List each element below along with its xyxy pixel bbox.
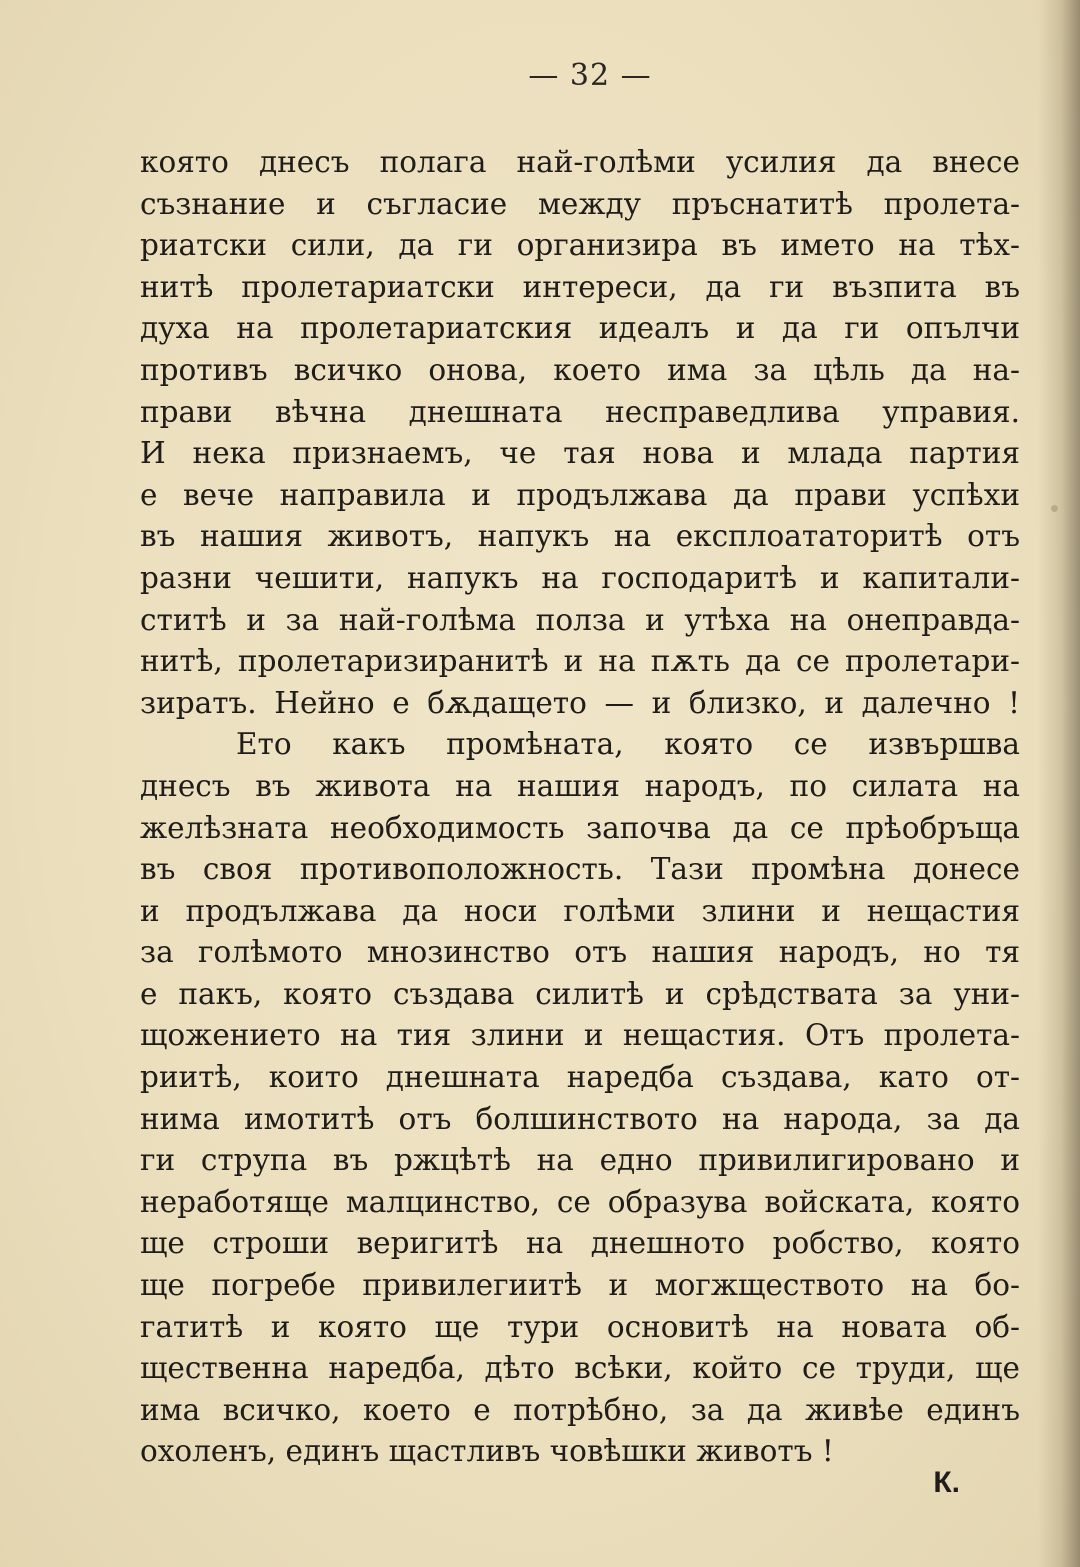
text-line: нитѣ, пролетаризиранитѣ и на пѫть да се пролетари-	[140, 644, 1020, 679]
text-line: неработяще малцинство, се образува войската, която	[140, 1184, 1020, 1219]
text-line: щественна наредба, дѣто всѣки, който се труди, ще	[140, 1351, 1020, 1386]
page-edge-shadow	[1038, 0, 1080, 1567]
text-line: гатитѣ и която ще тури основитѣ на новата об-	[140, 1309, 1020, 1344]
text-line: въ своя противоположность. Тази промѣна донесе	[140, 852, 1020, 887]
page-number: — 32 —	[528, 58, 652, 93]
text-line: за голѣмото мнозинство отъ нашия народъ, но тя	[140, 935, 1020, 970]
text-line: съзнание и съгласие между пръснатитѣ пролета-	[140, 186, 1020, 221]
text-line: нима имотитѣ отъ болшинството на народа, за да	[140, 1101, 1020, 1136]
text-line: разни чешити, напукъ на господаритѣ и капитали-	[140, 560, 1020, 595]
text-line: ще строши веригитѣ на днешното робство, която	[140, 1226, 1020, 1261]
body-text	[140, 142, 1020, 1473]
text-line: днесъ въ живота на нашия народъ, по силата на	[140, 768, 1020, 803]
text-line: риатски сили, да ги организира въ името на тѣх-	[140, 228, 1020, 263]
text-line: ги струпа въ ржцѣтѣ на едно привилигировано и	[140, 1143, 1020, 1178]
text-line: ститѣ и за най-голѣма полза и утѣха на онеправда-	[140, 602, 1020, 637]
text-line: въ нашия животъ, напукъ на експлоататоритѣ отъ	[140, 519, 1020, 554]
author-initial: К.	[933, 1466, 960, 1499]
text-line: нитѣ пролетариатски интереси, да ги възпита въ	[140, 269, 1020, 304]
text-line: ще погребе привилегиитѣ и могжществото на бо-	[140, 1268, 1020, 1303]
text-line: зиратъ. Нейно е бѫдащето — и близко, и далечно !	[140, 685, 1020, 720]
text-line: и продължава да носи голѣми злини и нещастия	[140, 893, 1020, 928]
text-line: е вече направила и продължава да прави успѣхи	[140, 477, 1020, 512]
text-line: е пакъ, която създава силитѣ и срѣдствата за уни-	[140, 976, 1020, 1011]
text-line: И нека признаемъ, че тая нова и млада партия	[140, 436, 1020, 471]
text-line: риитѣ, които днешната наредба създава, като от-	[140, 1060, 1020, 1095]
text-line: която днесъ полага най-голѣми усилия да внесе	[140, 145, 1020, 179]
text-line: противъ всичко онова, което има за цѣль да на-	[140, 352, 1020, 387]
text-line: прави вѣчна днешната несправедлива управия.	[140, 394, 1020, 429]
text-line: има всичко, което е потрѣбно, за да живѣе единъ	[140, 1392, 1020, 1427]
paper-speck	[1051, 505, 1058, 512]
text-line-last: охоленъ, единъ щастливъ човѣшки животъ !	[140, 1434, 834, 1469]
text-line: желѣзната необходимость започва да се прѣобръща	[140, 810, 1020, 845]
paragraph-first-line: Ето какъ промѣната, която се извършва	[236, 727, 1020, 762]
text-line: щожението на тия злини и нещастия. Отъ пролета-	[140, 1018, 1020, 1053]
text-line: духа на пролетариатския идеалъ и да ги опълчи	[140, 311, 1020, 346]
